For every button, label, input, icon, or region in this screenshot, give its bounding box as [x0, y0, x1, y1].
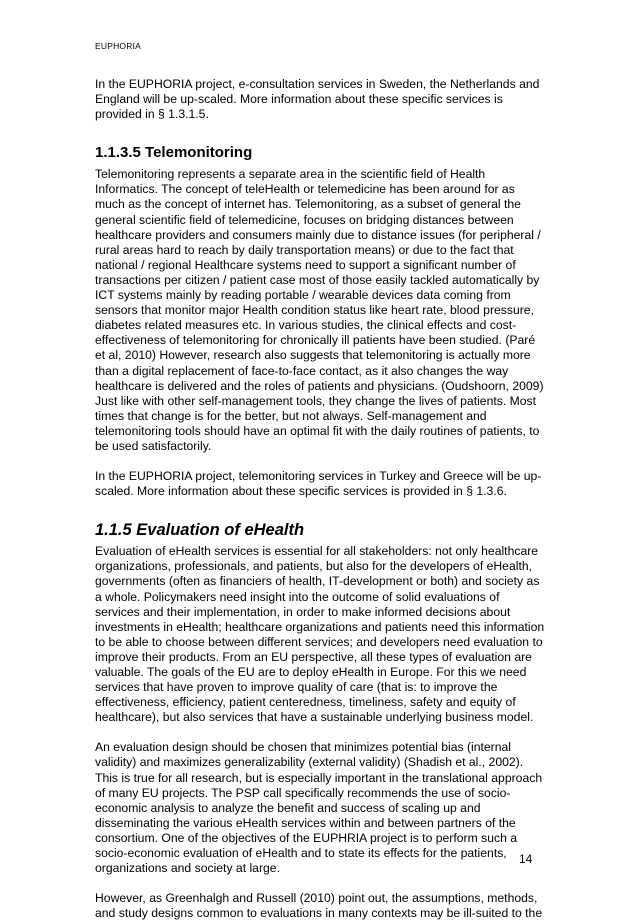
telemonitoring-paragraph-2: In the EUPHORIA project, telemonitoring services in Turkey and Greece will be up-scaled. More information about these specific services is provided in § 1.3.6. [95, 469, 542, 499]
page-content [95, 77, 545, 921]
telemonitoring-paragraph-1: Telemonitoring represents a separate area in the scientific field of Health Informatics. The concept of teleHealth or telemedicine has been around for as much as the concept of internet has. Telemonitoring, as a subset of general the general scientific field of telemedicine, focuses on bridging distances between healthcare providers and consumers mainly due to distance issues (for peripheral / rural areas hard to reach by daily transportation means) or due to the fact that national / regional Healthcare systems need to support a significant number of transactions per citizen / patient case most of those easily tackled automatically by ICT systems mainly by reading portable / wearable devices data coming from sensors that monitor major Health condition status like heart rate, blood pressure, diabetes related measures etc. In various studies, the clinical effects and cost-effectiveness of telemonitoring for chronically ill patients have been studied. (Paré et al, 2010) However, research also suggests that telemonitoring is actually more than a digital replacement of face-to-face contact, as it also changes the way healthcare is delivered and the roles of patients and physicians. (Oudshoorn, 2009) Just like with other self-management tools, they change the lives of patients. Most times that change is for the better, but not always. Self-management and telemonitoring tools should have an optimal fit with the daily routines of patients, to be used satisfactorily. [95, 167, 544, 453]
evaluation-paragraph-2: An evaluation design should be chosen that minimizes potential bias (internal validity) and maximizes generalizability (external validity) (Shadish et al., 2002). This is true for all research, but is especially important in the translational approach of many EU projects. The PSP call specifically recommends the use of socio-economic analysis to analyze the benefit and success of scaling up and disseminating the various eHealth services within and between partners of the consortium. One of the objectives of the EUPHRIA project is to perform such a socio-economic evaluation of eHealth and to state its effects for the patients, organizations and society at large. [95, 740, 543, 876]
evaluation-heading: 1.1.5 Evaluation of eHealth [95, 521, 305, 540]
evaluation-paragraph-3: However, as Greenhalgh and Russell (2010) point out, the assumptions, methods, and study designs common to evaluations in many contexts may be ill-suited to the [95, 891, 543, 921]
page-number: 14 [519, 852, 533, 866]
running-header: EUPHORIA [95, 41, 141, 51]
telemonitoring-heading: 1.1.3.5 Telemonitoring [95, 144, 253, 162]
intro-paragraph: In the EUPHORIA project, e-consultation services in Sweden, the Netherlands and England will be up-scaled. More information about these specific services is provided in § 1.3.1.5. [95, 77, 540, 122]
evaluation-paragraph-1: Evaluation of eHealth services is essential for all stakeholders: not only healthcare organizations, professionals, and patients, but also for the developers of eHealth, governments (often as financiers of health, IT-development or both) and society as a whole. Policymakers need insight into the outcome of solid evaluations of services and their implementation, in order to make informed decisions about investments in eHealth; healthcare organizations and patients need this information to be able to choose between different services; and developers need evaluation to improve their products. From an EU perspective, all these types of evaluation are valuable. The goals of the EU are to deploy eHealth in Europe. For this we need services that have proven to improve quality of care (that is: to improve the effectiveness, efficiency, patient centeredness, timeliness, safety and equity of healthcare), but also services that have a sustainable underlying business model. [95, 544, 545, 725]
